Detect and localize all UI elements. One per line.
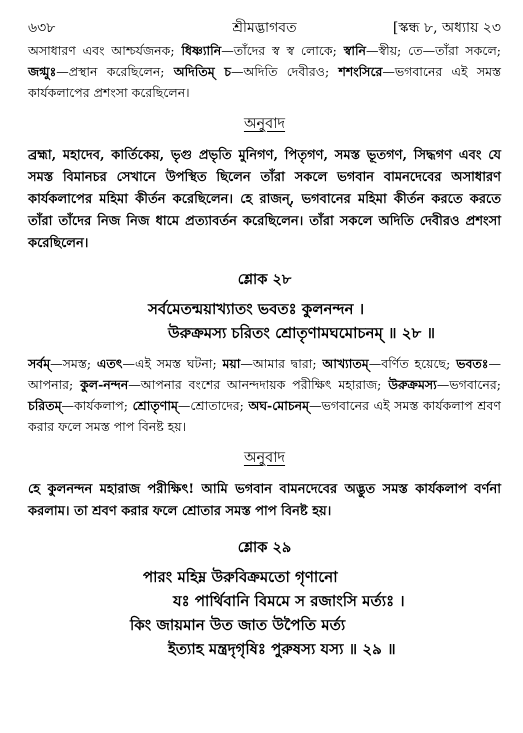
synonym-meaning: —স্বীয়;: [366, 43, 402, 58]
synonym-word: অঘ-মোচনম্: [248, 398, 310, 413]
synonym-meaning: —ভগবানের;: [436, 377, 501, 392]
synonyms-top: [28, 40, 501, 103]
synonym-word: চরিতম্: [28, 398, 62, 413]
synonym-meaning: —তাঁরা সকলে;: [422, 43, 501, 58]
synonym-word: শশংসিরে: [338, 64, 383, 79]
synonym-word: শ্রোতৃণাম্: [132, 398, 178, 413]
synonym-word: জগ্মুঃ: [28, 64, 57, 79]
verse-line: উরুক্রমস্য চরিতং শ্রোতৃণামঘমোচনম্ ॥ ২৮ ॥: [168, 324, 435, 342]
chapter-reference: [স্কন্ধ ৮, অধ্যায় ২৩: [392, 20, 501, 36]
synonyms-verse-28: [28, 353, 501, 437]
verse-line: যঃ পার্থিবানি বিমমে স রজাংসি মর্ত্যঃ ।: [173, 592, 405, 610]
synonym-meaning: —তাঁদের স্ব স্ব লোকে;: [221, 43, 337, 58]
verse-line: সর্বমেতন্ময়াখ্যাতং ভবতঃ কুলনন্দন ।: [148, 300, 365, 318]
synonym-word: অদিতিম্ চ: [173, 64, 232, 79]
synonym-meaning: —অদিতি দেবীরও;: [231, 64, 330, 79]
synonym-meaning: —আপনার;: [28, 356, 501, 392]
verse-line: ইত্যাহ মন্ত্রদৃগৃষিঃ পুরুষস্য যস্য ॥ ২৯ ॥: [168, 640, 396, 658]
synonym-meaning: —এই সমস্ত ঘটনা;: [122, 356, 217, 371]
translation-heading: অনুবাদ: [243, 450, 286, 466]
page-number: ৬৩৮: [28, 20, 56, 36]
translation-text: ব্রহ্মা, মহাদেব, কার্তিকেয়, ভৃগু প্রভৃতি মুনিগণ, পিতৃগণ, সমস্ত ভূতগণ, সিদ্ধগণ এবং যে সমস্ত বিমানচর সেখানে উপস্থিত ছিলেন তাঁরা সকলে ভগবান বামনদেবের অসাধারণ কার্যকলাপের মহিমা কীর্তন করেছিলেন। হে রাজন্, ভগবানের মহিমা কীর্তন করতে করতে তাঁরা তাঁদের নিজ নিজ ধামে প্রত্যাবর্তন করেছিলেন। তাঁরা সকলে অদিতি দেবীরও প্রশংসা করেছিলেন।: [28, 148, 501, 251]
synonym-word: ভবতঃ: [456, 356, 489, 371]
synonym-meaning: —প্রস্থান করেছিলেন;: [56, 64, 165, 79]
synonym-meaning: —ভগবানের এই সমস্ত কার্যকলাপ শ্রবণ করার ফলে সমস্ত পাপ বিনষ্ট হয়।: [28, 398, 501, 434]
synonym-word: ময়া: [222, 356, 241, 371]
book-title: শ্রীমদ্ভাগবত: [232, 20, 297, 36]
synonym-meaning: —আপনার বংশের আনন্দদায়ক পরীক্ষিৎ মহারাজ;: [128, 377, 382, 392]
synonym-meaning: অসাধারণ এবং আশ্চর্যজনক;: [28, 43, 175, 58]
synonym-word: উরুক্রমস্য: [388, 377, 437, 392]
synonym-word: ধিষ্ণ্যানি: [181, 43, 222, 58]
page-header: [28, 16, 501, 40]
synonym-word: কুল-নন্দন: [80, 377, 129, 392]
verse-line: কিং জায়মান উত জাত উপৈতি মর্ত্য: [130, 616, 346, 634]
translation-text: হে কুলনন্দন মহারাজ পরীক্ষিৎ! আমি ভগবান বামনদেবের অদ্ভুত সমস্ত কার্যকলাপ বর্ণনা করলাম। তা শ্রবণ করার ফলে শ্রোতার সমস্ত পাপ বিনষ্ট হয়।: [28, 482, 501, 519]
verse-heading: শ্লোক ২৯: [237, 539, 292, 556]
synonym-word: আখ্যাতম্: [322, 356, 369, 371]
synonym-word: এতৎ: [96, 356, 123, 371]
verse-heading: শ্লোক ২৮: [237, 271, 292, 288]
synonym-meaning: —আমার দ্বারা;: [240, 356, 317, 371]
synonym-meaning: —সমস্ত;: [50, 356, 92, 371]
synonym-word: স্বানি: [343, 43, 367, 58]
synonym-word: সর্বম্: [28, 356, 51, 371]
synonym-meaning: —ভগবানের এই সমস্ত কার্যকলাপের প্রশংসা করেছিলেন।: [28, 64, 502, 100]
synonym-meaning: —বর্ণিত হয়েছে;: [368, 356, 451, 371]
translation-heading: অনুবাদ: [243, 116, 286, 132]
synonym-word: তে: [408, 43, 423, 58]
synonym-meaning: —শ্রোতাদের;: [177, 398, 244, 413]
verse-line: পারং মহিম্ন উরুবিক্রমতো গৃণানো: [143, 568, 338, 586]
synonym-meaning: —কার্যকলাপ;: [61, 398, 128, 413]
